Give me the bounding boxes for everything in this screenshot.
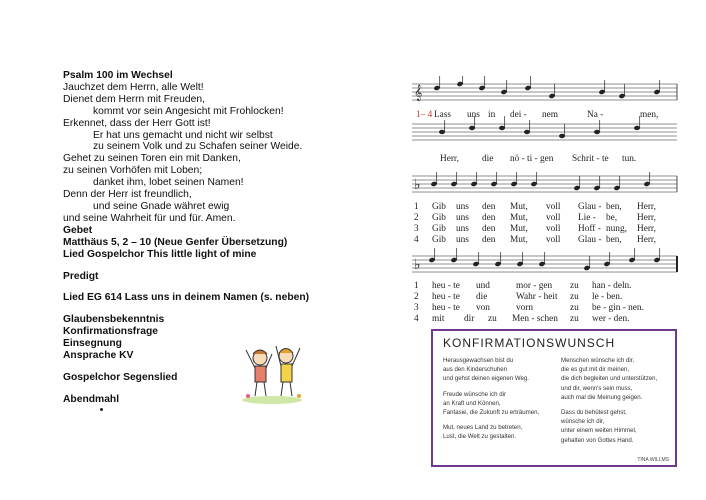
liturgy-line: Abendmahl bbox=[63, 393, 120, 405]
wish-line: Freude wünsche ich dir bbox=[443, 390, 506, 398]
song-sheet bbox=[412, 76, 680, 326]
bullet-dot bbox=[100, 408, 103, 411]
lyric-word: ben, bbox=[606, 235, 622, 245]
lyric-word: den bbox=[482, 224, 496, 234]
cheering-kids-illustration bbox=[236, 336, 308, 406]
lyric-word: vorn bbox=[516, 303, 534, 313]
lyric-word: Mut, bbox=[510, 213, 528, 223]
lyric-word: wer - den. bbox=[592, 314, 630, 324]
lyric-word: uns bbox=[456, 224, 469, 234]
liturgy-line: Einsegnung bbox=[63, 338, 122, 350]
note-head bbox=[594, 130, 600, 134]
wish-line: gehalten von Gottes Hand. bbox=[561, 436, 634, 444]
lyric-word: heu - te bbox=[432, 292, 460, 302]
wish-line: Dass du behütest gehst, bbox=[561, 409, 627, 417]
wish-column-left bbox=[443, 356, 539, 442]
lyric-word: die bbox=[476, 292, 488, 302]
liturgy-line: Lied Gospelchor This little light of mine bbox=[63, 248, 257, 260]
wish-author: TINA WILLMS bbox=[637, 457, 669, 463]
lyric-word: le - ben. bbox=[592, 292, 623, 302]
lyric-word: zu bbox=[570, 281, 579, 291]
liturgy-line: Predigt bbox=[63, 270, 99, 282]
wish-line: Fantasie, die Zukunft zu erträumen, bbox=[443, 409, 540, 417]
liturgy-line: Gehet zu seinen Toren ein mit Danken, bbox=[63, 153, 241, 165]
lyric-word: uns bbox=[456, 202, 469, 212]
wish-column-right bbox=[561, 356, 657, 445]
wish-line: die es gut mit dir meinen, bbox=[561, 366, 630, 374]
wish-line: wünsche ich dir, bbox=[561, 418, 605, 426]
wish-line: und dir, wenn's sein muss, bbox=[561, 384, 633, 392]
lyric-word: den bbox=[482, 235, 496, 245]
lyric-word: Herr, bbox=[637, 213, 656, 223]
verse-number: 4 bbox=[414, 314, 419, 324]
lyric-word: Glau - bbox=[578, 202, 602, 212]
liturgy-line: Gospelchor Segenslied bbox=[63, 371, 178, 383]
child-left bbox=[246, 350, 272, 396]
lyric-word: Mut, bbox=[510, 224, 528, 234]
liturgy-line: Glaubensbekenntnis bbox=[63, 314, 165, 326]
verse-range-label: 1– 4 bbox=[416, 110, 433, 120]
lyric-word: tun. bbox=[622, 154, 637, 164]
wish-line: an Kraft und Können, bbox=[443, 399, 501, 407]
note-head bbox=[439, 130, 445, 134]
lyric-word: zu bbox=[488, 314, 497, 324]
note-head bbox=[469, 126, 475, 130]
lyric-word: han - deln. bbox=[592, 281, 632, 291]
lyric-word: den bbox=[482, 213, 496, 223]
spacer bbox=[63, 362, 363, 372]
lyric-word: Mut, bbox=[510, 202, 528, 212]
lyric-word: dei - bbox=[510, 110, 527, 120]
lyric-word: Men - schen bbox=[512, 314, 558, 324]
lyric-word: voll bbox=[546, 202, 561, 212]
lyric-word: dir bbox=[464, 314, 475, 324]
lyric-word: be, bbox=[606, 213, 618, 223]
lyric-word: uns bbox=[456, 235, 469, 245]
lyric-word: Gib bbox=[432, 213, 446, 223]
lyric-word: Herr, bbox=[637, 202, 656, 212]
liturgy-line: kommt vor sein Angesicht mit Frohlocken! bbox=[93, 105, 284, 117]
lyric-word: den bbox=[482, 202, 496, 212]
liturgy-line: danket ihm, lobet seinen Namen! bbox=[93, 177, 244, 189]
lyric-word: men, bbox=[640, 110, 659, 120]
verse-number: 3 bbox=[414, 224, 419, 234]
liturgy-line: Jauchzet dem Herrn, alle Welt! bbox=[63, 81, 204, 93]
verse-number: 2 bbox=[414, 213, 419, 223]
lyric-word: zu bbox=[570, 314, 579, 324]
lyric-word: nem bbox=[542, 110, 559, 120]
liturgy-line: und seine Gnade währet ewig bbox=[93, 200, 230, 212]
liturgy-line: Konfirmationsfrage bbox=[63, 326, 158, 338]
wish-title: KONFIRMATIONSWUNSCH bbox=[443, 336, 616, 350]
liturgy-line: Ansprache KV bbox=[63, 350, 134, 362]
liturgy-line: Denn der Herr ist freundlich, bbox=[63, 189, 192, 201]
clef-icon: ♭ bbox=[414, 177, 421, 193]
lyric-word: Herr, bbox=[637, 235, 656, 245]
clef-icon: ♭ bbox=[414, 257, 421, 273]
lyric-word: nung, bbox=[606, 224, 627, 234]
lyric-word: heu - te bbox=[432, 281, 460, 291]
lyric-word: Na - bbox=[587, 110, 604, 120]
lyric-word: Herr, bbox=[440, 154, 459, 164]
lyric-word: Lass bbox=[434, 110, 452, 120]
clef-icon: 𝄞 bbox=[414, 85, 423, 101]
lyric-word: Glau - bbox=[578, 235, 602, 245]
lyric-word: Lie - bbox=[578, 213, 596, 223]
wish-line: die dich begleiten und unterstützen, bbox=[561, 375, 658, 383]
spacer bbox=[63, 384, 363, 394]
liturgy-line: Gebet bbox=[63, 224, 93, 236]
lyric-word: be - gin - nen. bbox=[592, 303, 644, 313]
liturgy-line: Er hat uns gemacht und nicht wir selbst bbox=[93, 129, 273, 141]
wish-line: Lust, die Welt zu gestalten. bbox=[443, 433, 517, 441]
wish-line: auch mal die Meinung geigen. bbox=[561, 393, 643, 401]
verse-number: 4 bbox=[414, 235, 419, 245]
note-head bbox=[559, 134, 565, 138]
note-head bbox=[524, 130, 530, 134]
lyric-word: Gib bbox=[432, 202, 446, 212]
lyric-word: zu bbox=[570, 303, 579, 313]
lyric-word: zu bbox=[570, 292, 579, 302]
lyric-word: Gib bbox=[432, 235, 446, 245]
lyric-word: mor - gen bbox=[516, 281, 553, 291]
liturgy-line: Matthäus 5, 2 – 10 (Neue Genfer Übersetzung) bbox=[63, 236, 288, 248]
lyric-word: uns bbox=[467, 110, 480, 120]
lyric-word: heu - te bbox=[432, 303, 460, 313]
child-right bbox=[276, 346, 300, 396]
verse-number: 3 bbox=[414, 303, 419, 313]
verse-number: 1 bbox=[414, 281, 419, 291]
liturgy-line: Lied EG 614 Lass uns in deinem Namen (s. neben) bbox=[63, 292, 310, 304]
note-head bbox=[634, 126, 640, 130]
spacer bbox=[63, 282, 363, 292]
lyric-word: und bbox=[476, 281, 490, 291]
lyric-word: in bbox=[488, 110, 496, 120]
lyric-word: mit bbox=[432, 314, 445, 324]
lyric-word: Schrit - te bbox=[572, 154, 609, 164]
wish-line: Menschen wünsche ich dir, bbox=[561, 357, 635, 364]
lyric-word: voll bbox=[546, 213, 561, 223]
liturgy-line: zu seinem Volk und zu Schafen seiner Weide. bbox=[93, 141, 303, 153]
lyric-word: voll bbox=[546, 224, 561, 234]
liturgy-order bbox=[63, 70, 363, 406]
liturgy-line: Dienet dem Herrn mit Freuden, bbox=[63, 93, 205, 105]
lyric-word: uns bbox=[456, 213, 469, 223]
wish-line: unter einem weiten Himmel, bbox=[561, 427, 637, 435]
liturgy-line: zu seinen Vorhöfen mit Loben; bbox=[63, 165, 203, 177]
lyric-word: die bbox=[482, 154, 494, 164]
confirmation-wish-box bbox=[431, 329, 677, 467]
spacer bbox=[63, 261, 363, 271]
wish-line: Herausgewachsen bist du bbox=[443, 357, 514, 364]
liturgy-line: und seine Wahrheit für und für. Amen. bbox=[63, 212, 236, 224]
wish-line: und gehst deinen eigenen Weg. bbox=[443, 375, 529, 383]
lyric-word: ben, bbox=[606, 202, 622, 212]
liturgy-line: Erkennet, dass der Herr Gott ist! bbox=[63, 117, 211, 129]
lyric-word: nö - ti - gen bbox=[510, 154, 554, 164]
wish-line: Mut, neues Land zu betreten, bbox=[443, 424, 523, 432]
verse-number: 1 bbox=[414, 202, 419, 212]
wish-line: aus den Kinderschuhen bbox=[443, 366, 508, 374]
liturgy-line: Psalm 100 im Wechsel bbox=[63, 70, 173, 81]
lyric-word: Mut, bbox=[510, 235, 528, 245]
verse-number: 2 bbox=[414, 292, 419, 302]
lyric-word: von bbox=[476, 303, 490, 313]
lyric-word: voll bbox=[546, 235, 561, 245]
lyric-word: Wahr - heit bbox=[516, 292, 558, 302]
lyric-word: Herr, bbox=[637, 224, 656, 234]
lyric-word: Gib bbox=[432, 224, 446, 234]
note-head bbox=[499, 126, 505, 130]
lyric-word: Hoff - bbox=[578, 224, 601, 234]
spacer bbox=[63, 304, 363, 314]
